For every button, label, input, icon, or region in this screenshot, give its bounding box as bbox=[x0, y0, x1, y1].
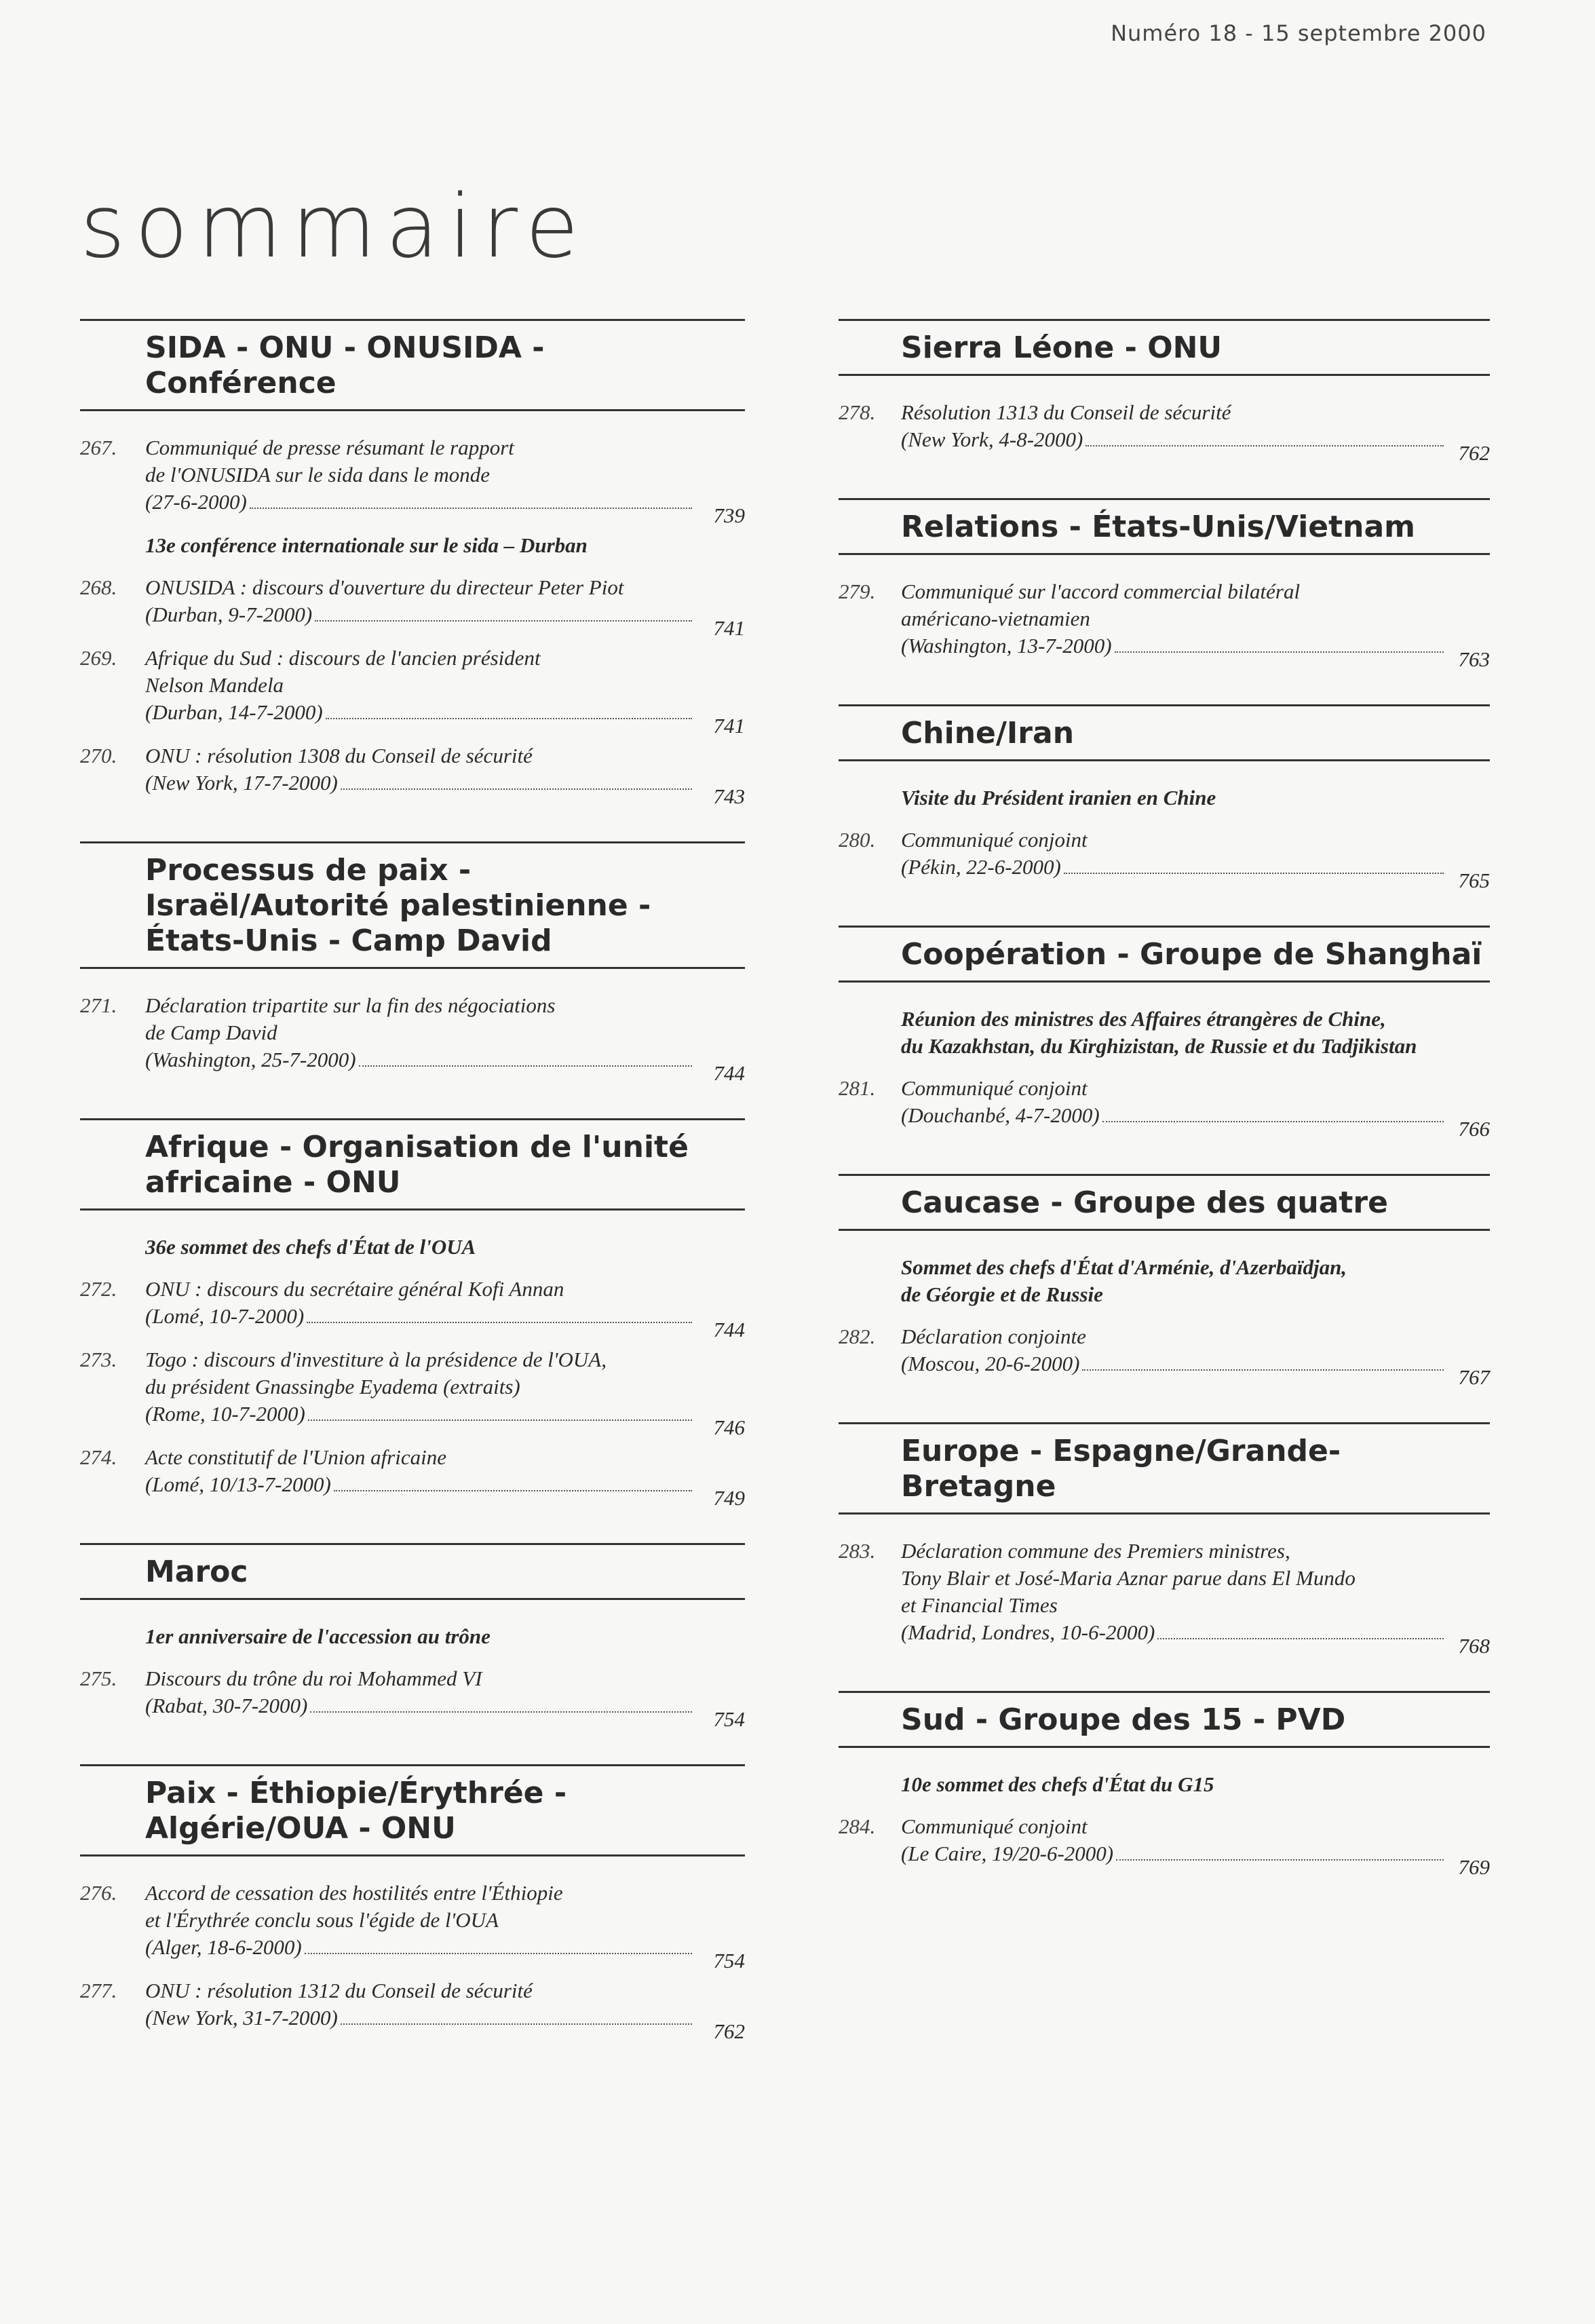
entry-date: (Moscou, 20-6-2000) bbox=[901, 1352, 1080, 1375]
entry-body bbox=[145, 992, 745, 1085]
entry-date: (Durban, 14-7-2000) bbox=[145, 700, 323, 724]
section-title: Processus de paix - Israël/Autorité palestinienne - États-Unis - Camp David bbox=[145, 853, 651, 958]
entry-date: (Douchanbé, 4-7-2000) bbox=[901, 1103, 1100, 1127]
entry-line: Résolution 1313 du Conseil de sécurité bbox=[901, 400, 1231, 424]
dot-leader bbox=[310, 1711, 692, 1713]
section-title: Europe - Espagne/Grande-Bretagne bbox=[901, 1434, 1341, 1504]
entry-body bbox=[901, 399, 1490, 465]
section-heading bbox=[80, 1764, 745, 1856]
entry-line: Déclaration tripartite sur la fin des négociations bbox=[145, 993, 556, 1017]
entry-body bbox=[901, 578, 1490, 671]
entry-number: 283. bbox=[839, 1539, 876, 1563]
entry-page-number: 744 bbox=[713, 1318, 745, 1341]
entry-date: (Washington, 25-7-2000) bbox=[145, 1048, 356, 1071]
entry-line: américano-vietnamien bbox=[901, 607, 1090, 630]
dot-leader bbox=[1157, 1638, 1444, 1639]
entry-last-line bbox=[145, 699, 745, 738]
toc-entry[interactable] bbox=[80, 1346, 745, 1439]
entry-line: Togo : discours d'investiture à la présidence de l'OUA, bbox=[145, 1348, 607, 1371]
entry-last-line bbox=[145, 1934, 745, 1973]
entry-line: et l'Érythrée conclu sous l'égide de l'OUA bbox=[145, 1908, 499, 1932]
entry-line: du président Gnassingbe Eyadema (extraits) bbox=[145, 1375, 520, 1398]
toc-section bbox=[839, 1691, 1490, 1879]
subsection-title: 36e sommet des chefs d'État de l'OUA bbox=[145, 1235, 476, 1259]
entry-line: de l'ONUSIDA sur le sida dans le monde bbox=[145, 463, 491, 487]
section-title: Maroc bbox=[145, 1555, 248, 1589]
entry-line: Afrique du Sud : discours de l'ancien président bbox=[145, 646, 541, 670]
entry-last-line bbox=[901, 854, 1490, 892]
toc-entry[interactable] bbox=[80, 992, 745, 1085]
entry-body bbox=[145, 742, 745, 808]
toc-section bbox=[80, 319, 745, 808]
section-heading bbox=[80, 319, 745, 411]
entry-page-number: 769 bbox=[1458, 1855, 1490, 1879]
dot-leader bbox=[1102, 1121, 1444, 1122]
entry-number: 275. bbox=[80, 1666, 117, 1690]
entry-body bbox=[145, 1276, 745, 1341]
entry-line: Accord de cessation des hostilités entre l'Éthiopie bbox=[145, 1881, 563, 1905]
entry-line: Nelson Mandela bbox=[145, 673, 284, 697]
toc-entry[interactable] bbox=[80, 1665, 745, 1731]
entry-line: ONU : résolution 1308 du Conseil de sécurité bbox=[145, 744, 533, 767]
dot-leader bbox=[305, 1953, 692, 1954]
section-title: Afrique - Organisation de l'unité africaine - ONU bbox=[145, 1130, 689, 1200]
entry-page-number: 746 bbox=[713, 1415, 745, 1439]
entry-number: 268. bbox=[80, 575, 117, 599]
entry-date: (Madrid, Londres, 10-6-2000) bbox=[901, 1620, 1155, 1644]
entry-last-line bbox=[145, 601, 745, 640]
section-heading bbox=[839, 1422, 1490, 1515]
entry-body bbox=[145, 434, 745, 527]
subsection-title: 13e conférence internationale sur le sida – Durban bbox=[145, 533, 588, 557]
entry-last-line bbox=[145, 489, 745, 527]
entry-date: (Alger, 18-6-2000) bbox=[145, 1935, 302, 1959]
section-title: SIDA - ONU - ONUSIDA - Conférence bbox=[145, 330, 545, 400]
section-title: Relations - États-Unis/Vietnam bbox=[901, 510, 1416, 544]
section-title: Sierra Léone - ONU bbox=[901, 330, 1223, 365]
entry-body bbox=[145, 1444, 745, 1510]
entry-last-line bbox=[145, 1692, 745, 1731]
toc-entry[interactable] bbox=[80, 574, 745, 640]
entry-number: 278. bbox=[839, 400, 876, 424]
entry-last-line bbox=[901, 426, 1490, 465]
section-heading bbox=[839, 1174, 1490, 1231]
entry-line: Communiqué conjoint bbox=[901, 1814, 1088, 1838]
entry-line: Tony Blair et José-Maria Aznar parue dans El Mundo bbox=[901, 1566, 1356, 1590]
entry-page-number: 744 bbox=[713, 1061, 745, 1085]
section-heading bbox=[80, 841, 745, 969]
right-column bbox=[839, 319, 1490, 1912]
subsection-title: 1er anniversaire de l'accession au trône bbox=[145, 1624, 491, 1648]
section-heading bbox=[839, 926, 1490, 983]
entry-last-line bbox=[901, 1350, 1490, 1389]
dot-leader bbox=[1115, 651, 1444, 653]
entry-number: 279. bbox=[839, 579, 876, 603]
toc-entry[interactable] bbox=[839, 1538, 1490, 1658]
entry-body bbox=[901, 1075, 1490, 1141]
entry-number: 284. bbox=[839, 1814, 876, 1838]
toc-section bbox=[839, 704, 1490, 892]
entry-body bbox=[145, 1880, 745, 1973]
entry-number: 273. bbox=[80, 1348, 117, 1371]
entry-page-number: 765 bbox=[1458, 869, 1490, 892]
dot-leader bbox=[1064, 873, 1444, 874]
issue-header: Numéro 18 - 15 septembre 2000 bbox=[1111, 20, 1486, 46]
entry-date: (New York, 17-7-2000) bbox=[145, 771, 338, 795]
entry-line: Communiqué conjoint bbox=[901, 1076, 1088, 1100]
toc-section bbox=[839, 1174, 1490, 1389]
entry-line: Communiqué conjoint bbox=[901, 828, 1088, 852]
section-title: Sud - Groupe des 15 - PVD bbox=[901, 1702, 1346, 1737]
toc-entry[interactable] bbox=[839, 1323, 1490, 1389]
entry-body bbox=[901, 1538, 1490, 1658]
section-title: Coopération - Groupe de Shanghaï bbox=[901, 937, 1482, 972]
entry-page-number: 763 bbox=[1458, 647, 1490, 671]
entry-last-line bbox=[901, 1102, 1490, 1141]
entry-page-number: 741 bbox=[713, 616, 745, 640]
subsection-title: Sommet des chefs d'État d'Arménie, d'Azerbaïdjan, de Géorgie et de Russie bbox=[901, 1255, 1347, 1306]
toc-section bbox=[80, 1118, 745, 1510]
toc-section bbox=[80, 841, 745, 1085]
entry-date: (New York, 4-8-2000) bbox=[901, 427, 1083, 451]
dot-leader bbox=[1085, 445, 1444, 446]
entry-page-number: 762 bbox=[713, 2019, 745, 2043]
entry-line: et Financial Times bbox=[901, 1593, 1058, 1617]
entry-number: 269. bbox=[80, 646, 117, 670]
entry-last-line bbox=[901, 1619, 1490, 1658]
entry-line: Communiqué de presse résumant le rapport bbox=[145, 436, 514, 459]
entry-date: (Le Caire, 19/20-6-2000) bbox=[901, 1842, 1114, 1865]
left-column bbox=[80, 319, 745, 2076]
toc-section bbox=[80, 1543, 745, 1731]
entry-date: (Lomé, 10/13-7-2000) bbox=[145, 1472, 331, 1496]
entry-page-number: 754 bbox=[713, 1949, 745, 1973]
toc-section bbox=[80, 1764, 745, 2043]
entry-number: 271. bbox=[80, 993, 117, 1017]
dot-leader bbox=[250, 508, 692, 509]
subsection-title: Visite du Président iranien en Chine bbox=[901, 786, 1216, 809]
entry-page-number: 768 bbox=[1458, 1634, 1490, 1658]
dot-leader bbox=[1116, 1859, 1444, 1861]
entry-date: (Rome, 10-7-2000) bbox=[145, 1402, 305, 1426]
dot-leader bbox=[308, 1420, 692, 1421]
entry-body bbox=[901, 1323, 1490, 1389]
toc-section bbox=[839, 926, 1490, 1141]
toc-entry[interactable] bbox=[839, 826, 1490, 892]
entry-body bbox=[145, 1977, 745, 2043]
toc-entry[interactable] bbox=[80, 645, 745, 738]
section-title: Caucase - Groupe des quatre bbox=[901, 1185, 1388, 1220]
entry-body bbox=[901, 826, 1490, 892]
dot-leader bbox=[315, 620, 692, 622]
dot-leader bbox=[359, 1065, 692, 1067]
entry-number: 282. bbox=[839, 1325, 876, 1348]
entry-body bbox=[145, 574, 745, 640]
section-heading bbox=[80, 1118, 745, 1211]
dot-leader bbox=[1082, 1369, 1444, 1371]
entry-body bbox=[145, 645, 745, 738]
entry-number: 270. bbox=[80, 744, 117, 767]
entry-page-number: 743 bbox=[713, 784, 745, 808]
entry-line: Déclaration commune des Premiers ministres, bbox=[901, 1539, 1290, 1563]
toc-entry[interactable] bbox=[839, 1075, 1490, 1141]
subsection-title: Réunion des ministres des Affaires étrangères de Chine, du Kazakhstan, du Kirghizistan, de Russie et du Tadjikistan bbox=[901, 1007, 1417, 1058]
dot-leader bbox=[341, 2023, 692, 2025]
entry-last-line bbox=[145, 1303, 745, 1341]
toc-entry[interactable] bbox=[839, 1813, 1490, 1879]
toc-section bbox=[839, 498, 1490, 671]
entry-number: 277. bbox=[80, 1979, 117, 2002]
dot-leader bbox=[326, 718, 692, 719]
entry-last-line bbox=[901, 1840, 1490, 1879]
toc-entry[interactable] bbox=[80, 1977, 745, 2043]
entry-line: Acte constitutif de l'Union africaine bbox=[145, 1445, 446, 1469]
entry-line: ONU : discours du secrétaire général Kofi Annan bbox=[145, 1277, 564, 1301]
entry-date: (New York, 31-7-2000) bbox=[145, 2006, 338, 2030]
section-heading bbox=[839, 1691, 1490, 1748]
toc-section bbox=[839, 1422, 1490, 1658]
entry-line: Déclaration conjointe bbox=[901, 1325, 1086, 1348]
entry-body bbox=[145, 1665, 745, 1731]
entry-line: Discours du trône du roi Mohammed VI bbox=[145, 1666, 482, 1690]
toc-entry[interactable] bbox=[839, 399, 1490, 465]
section-heading bbox=[839, 498, 1490, 555]
entry-page-number: 766 bbox=[1458, 1117, 1490, 1141]
entry-date: (Washington, 13-7-2000) bbox=[901, 634, 1112, 658]
section-heading bbox=[80, 1543, 745, 1600]
entry-number: 274. bbox=[80, 1445, 117, 1469]
toc-entry[interactable] bbox=[80, 742, 745, 808]
entry-line: ONU : résolution 1312 du Conseil de sécurité bbox=[145, 1979, 533, 2002]
entry-last-line bbox=[145, 1046, 745, 1085]
entry-last-line bbox=[145, 1471, 745, 1510]
section-title: Paix - Éthiopie/Érythrée - Algérie/OUA - ONU bbox=[145, 1776, 567, 1846]
dot-leader bbox=[307, 1322, 692, 1323]
entry-body bbox=[901, 1813, 1490, 1879]
toc-entry[interactable] bbox=[80, 1444, 745, 1510]
dot-leader bbox=[334, 1490, 692, 1491]
entry-line: Communiqué sur l'accord commercial bilatéral bbox=[901, 579, 1301, 603]
entry-number: 281. bbox=[839, 1076, 876, 1100]
toc-entry[interactable] bbox=[80, 1880, 745, 1973]
entry-page-number: 754 bbox=[713, 1707, 745, 1731]
section-title: Chine/Iran bbox=[901, 716, 1075, 750]
subsection-title: 10e sommet des chefs d'État du G15 bbox=[901, 1772, 1214, 1796]
entry-page-number: 749 bbox=[713, 1486, 745, 1510]
entry-body bbox=[145, 1346, 745, 1439]
entry-last-line bbox=[901, 632, 1490, 671]
entry-date: (Pékin, 22-6-2000) bbox=[901, 855, 1061, 879]
page-title: sommaire bbox=[80, 176, 588, 278]
entry-last-line bbox=[145, 1401, 745, 1439]
entry-page-number: 762 bbox=[1458, 441, 1490, 465]
entry-date: (Durban, 9-7-2000) bbox=[145, 603, 313, 626]
section-heading bbox=[839, 319, 1490, 376]
entry-number: 276. bbox=[80, 1881, 117, 1905]
dot-leader bbox=[341, 788, 692, 790]
entry-page-number: 767 bbox=[1458, 1365, 1490, 1389]
toc-entry[interactable] bbox=[80, 1276, 745, 1341]
entry-page-number: 739 bbox=[713, 503, 745, 527]
entry-date: (Rabat, 30-7-2000) bbox=[145, 1694, 308, 1717]
entry-line: de Camp David bbox=[145, 1021, 277, 1044]
entry-line: ONUSIDA : discours d'ouverture du directeur Peter Piot bbox=[145, 575, 624, 599]
entry-page-number: 741 bbox=[713, 714, 745, 738]
toc-section bbox=[839, 319, 1490, 465]
section-heading bbox=[839, 704, 1490, 761]
entry-number: 272. bbox=[80, 1277, 117, 1301]
entry-date: (Lomé, 10-7-2000) bbox=[145, 1304, 305, 1328]
toc-entry[interactable] bbox=[80, 434, 745, 527]
entry-number: 267. bbox=[80, 436, 117, 459]
entry-last-line bbox=[145, 769, 745, 808]
toc-entry[interactable] bbox=[839, 578, 1490, 671]
entry-number: 280. bbox=[839, 828, 876, 852]
entry-last-line bbox=[145, 2004, 745, 2043]
entry-date: (27-6-2000) bbox=[145, 490, 247, 514]
